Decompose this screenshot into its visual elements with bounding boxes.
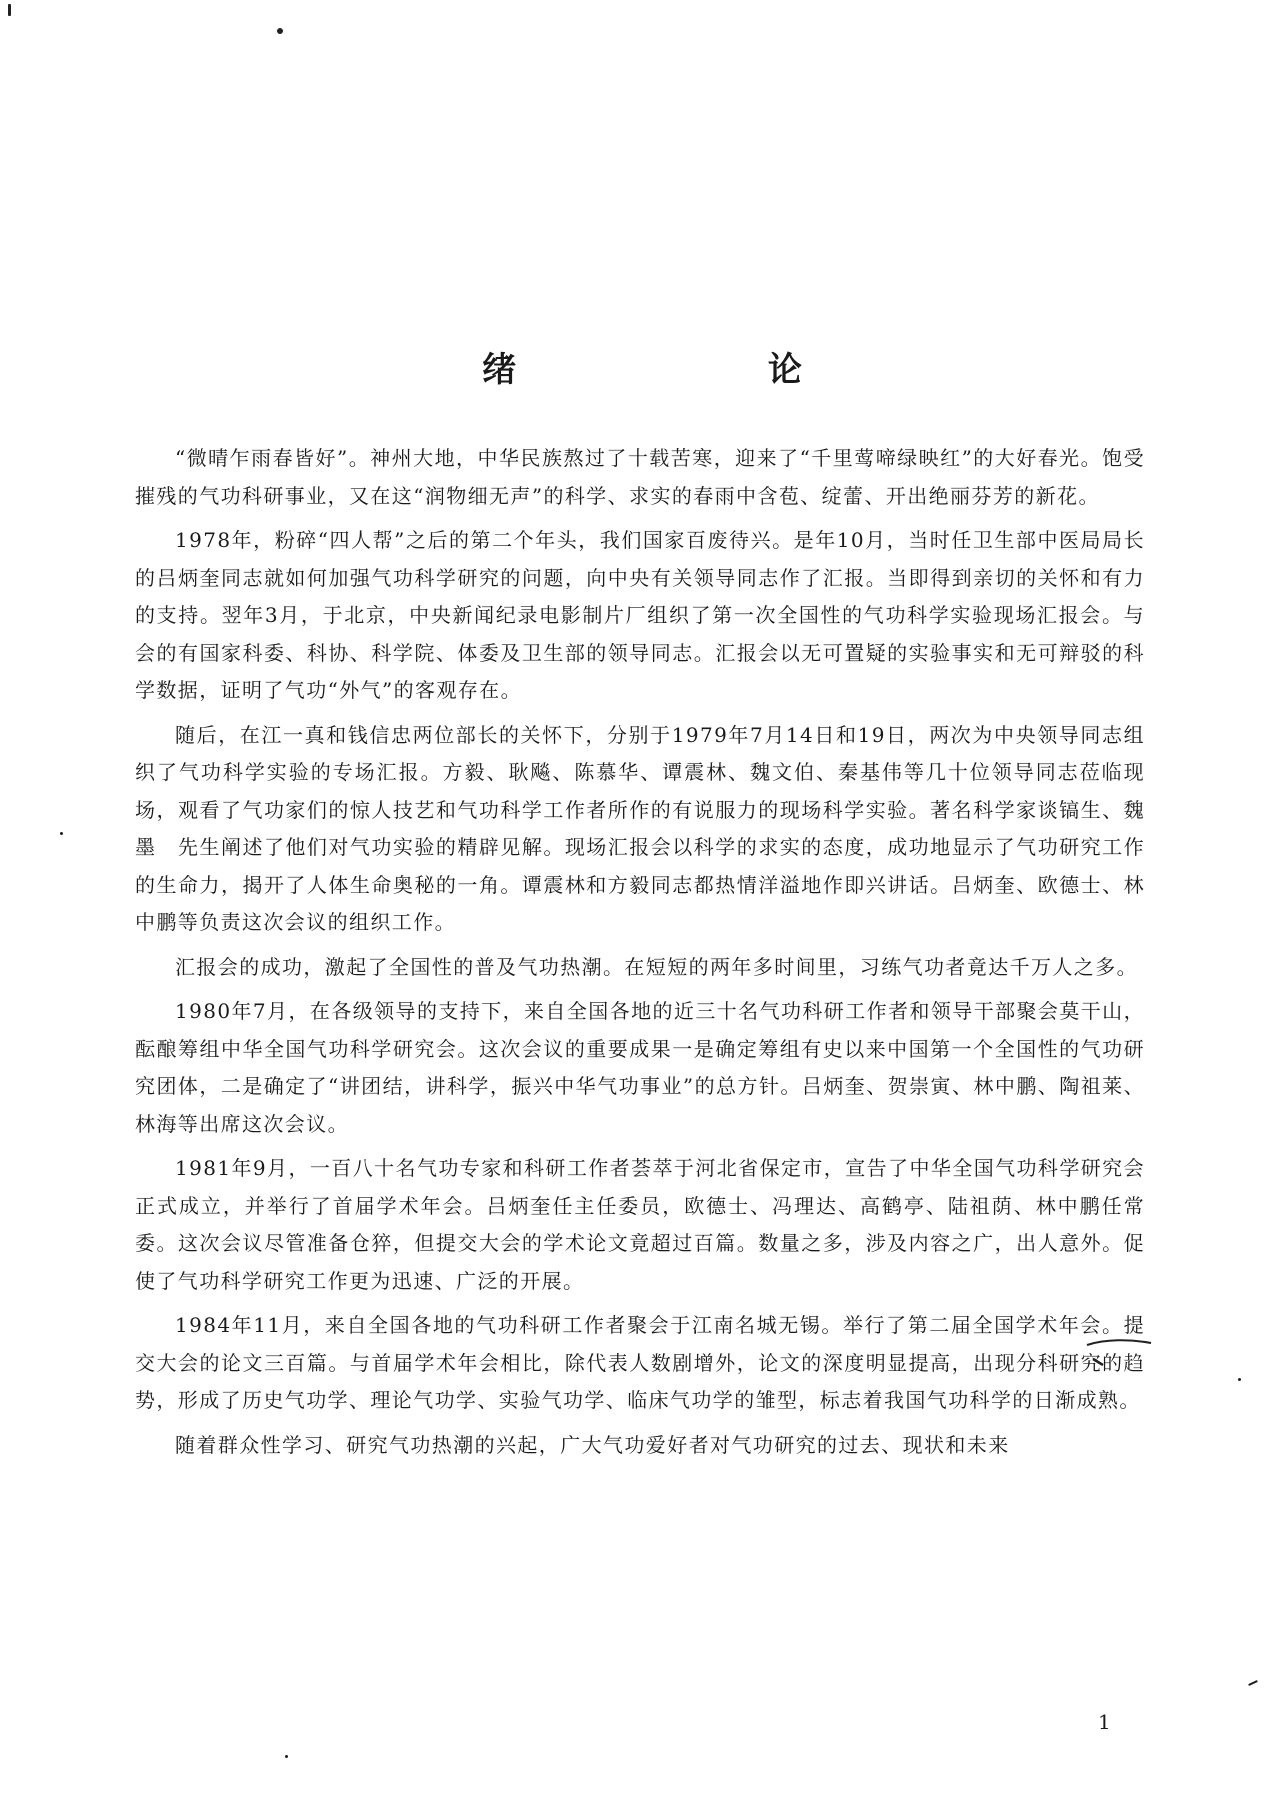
- paragraph: “微晴乍雨春皆好”。神州大地，中华民族熬过了十载苦寒，迎来了“千里莺啼绿映红”的大好春光。饱受摧残的气功科研事业，又在这“润物细无声”的科学、求实的春雨中含苞、绽蕾、开出绝丽芬芳的新花。: [135, 446, 1145, 508]
- scan-speck: [285, 1755, 288, 1758]
- paragraph: 随后，在江一真和钱信忠两位部长的关怀下，分别于1979年7月14日和19日，两次为中央领导同志组织了气功科学实验的专场汇报。方毅、耿飚、陈慕华、谭震林、魏文伯、秦基伟等几十位领导同志莅临现场，观看了气功家们的惊人技艺和气功科学工作者所作的有说服力的现场科学实验。著名科学家谈镐生、魏墨 先生阐述了他们对气功实验的精辟见解。现场汇报会以科学的求实的态度，成功地显示了气功研究工作的生命力，揭开了人体生命奥秘的一角。谭震林和方毅同志都热情洋溢地作即兴讲话。吕炳奎、欧德士、林中鹏等负责这次会议的组织工作。: [135, 722, 1145, 934]
- scan-speck: [277, 28, 283, 34]
- pen-underline-mark: [1085, 1337, 1155, 1367]
- scan-speck: [1238, 1378, 1241, 1381]
- scan-speck: [60, 832, 63, 835]
- paragraph: 1984年11月，来自全国各地的气功科研工作者聚会于江南名城无锡。举行了第二届全国学术年会。提交大会的论文三百篇。与首届学术年会相比，除代表人数剧增外，论文的深度明显提高，出现分科研究的趋势，形成了历史气功学、理论气功学、实验气功学、临床气功学的雏型，标志着我国气功科学的日渐成熟。: [135, 1313, 1145, 1412]
- paragraph: 汇报会的成功，激起了全国性的普及气功热潮。在短短的两年多时间里，习练气功者竟达千万人之多。: [175, 954, 1138, 979]
- body-text: [135, 440, 1145, 1471]
- paragraph: 1978年，粉碎“四人帮”之后的第二个年头，我们国家百废待兴。是年10月，当时任卫生部中医局局长的吕炳奎同志就如何加强气功科学研究的问题，向中央有关领导同志作了汇报。当即得到亲切的关怀和有力的支持。翌年3月，于北京，中央新闻纪录电影制片厂组织了第一次全国性的气功科学实验现场汇报会。与会的有国家科委、科协、科学院、体委及卫生部的领导同志。汇报会以无可置疑的实验事实和无可辩驳的科学数据，证明了气功“外气”的客观存在。: [135, 528, 1145, 702]
- page-number: 1: [1098, 1710, 1111, 1734]
- scan-speck: [1248, 1680, 1258, 1686]
- paragraph: 1980年7月，在各级领导的支持下，来自全国各地的近三十名气功科研工作者和领导干部聚会莫干山，酝酿筹组中华全国气功科学研究会。这次会议的重要成果一是确定筹组有史以来中国第一个全国性的气功研究团体，二是确定了“讲团结，讲科学，振兴中华气功事业”的总方针。吕炳奎、贺崇寅、林中鹏、陶祖莱、林海等出席这次会议。: [135, 999, 1145, 1136]
- paragraph: 1981年9月，一百八十名气功专家和科研工作者荟萃于河北省保定市，宣告了中华全国气功科学研究会正式成立，并举行了首届学术年会。吕炳奎任主任委员，欧德士、冯理达、高鹤亭、陆祖荫、林中鹏任常委。这次会议尽管准备仓猝，但提交大会的学术论文竟超过百篇。数量之多，涉及内容之广，出人意外。促使了气功科学研究工作更为迅速、广泛的开展。: [135, 1156, 1145, 1293]
- scan-speck: [8, 4, 11, 16]
- paragraph: 随着群众性学习、研究气功热潮的兴起，广大气功爱好者对气功研究的过去、现状和未来: [175, 1432, 1010, 1457]
- chapter-title: 绪 论: [482, 350, 922, 390]
